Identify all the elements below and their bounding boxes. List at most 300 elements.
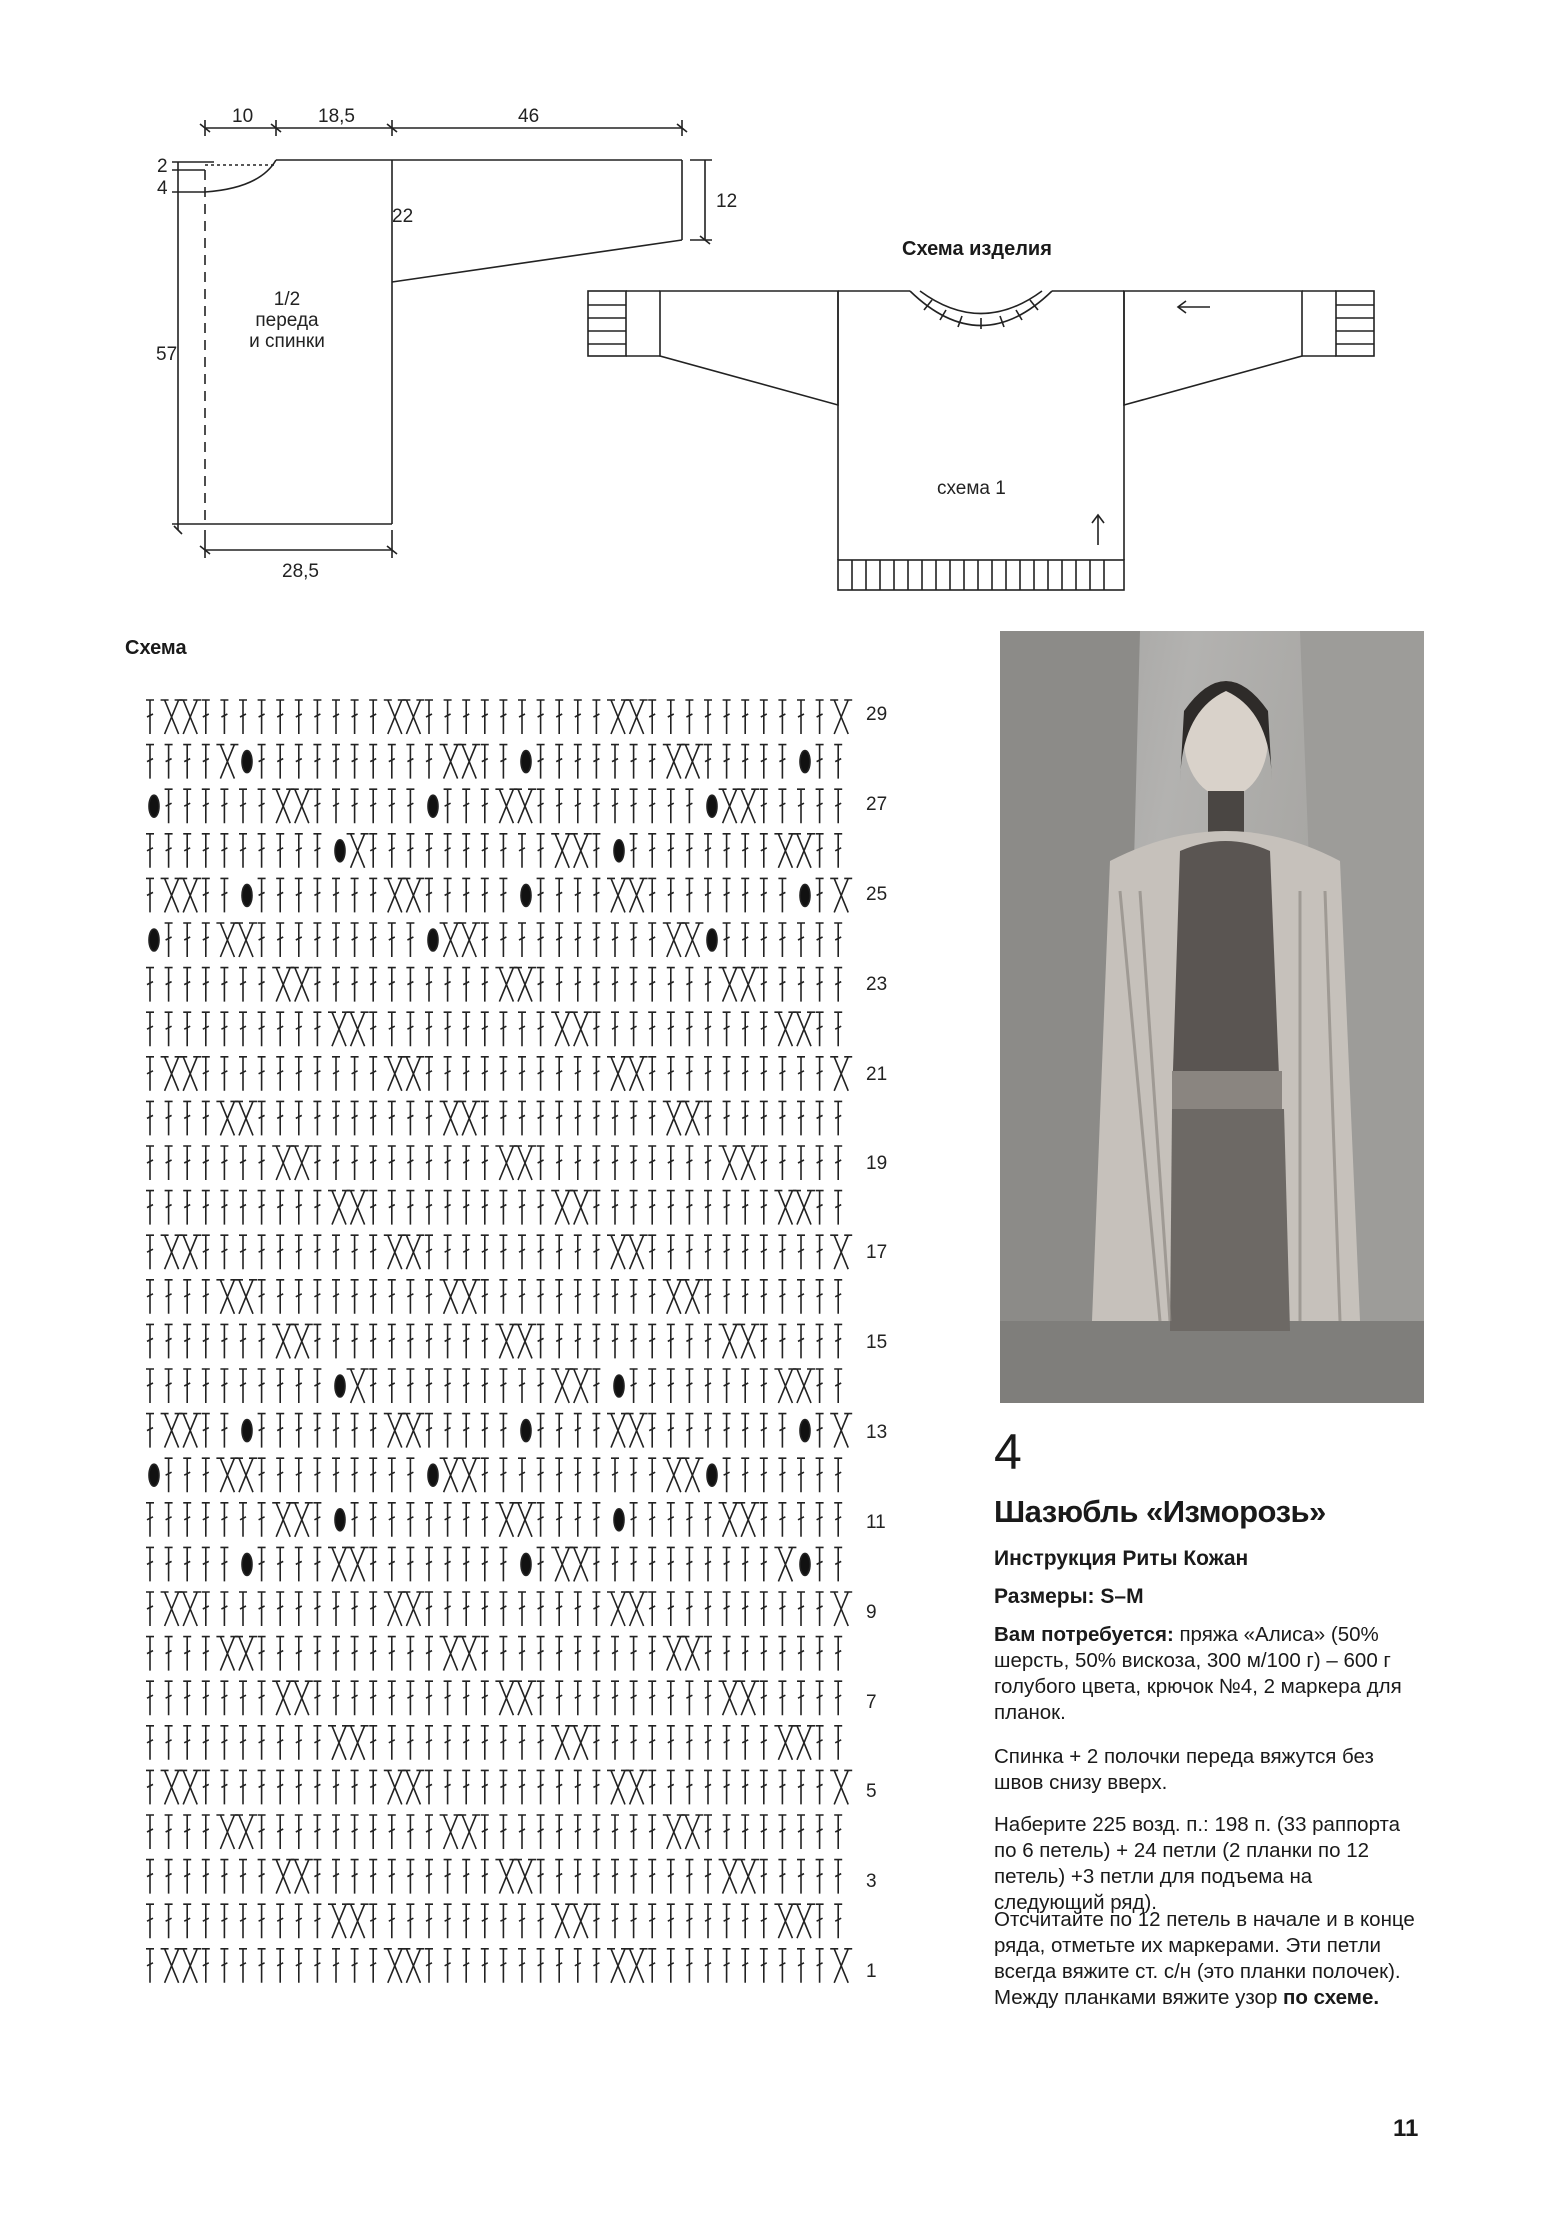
chart-stitch — [239, 1592, 247, 1626]
chart-stitch — [555, 1860, 563, 1894]
chart-stitch — [592, 1458, 600, 1492]
chart-stitch — [481, 1547, 489, 1581]
chart-stitch — [239, 1012, 247, 1046]
chart-chain-mark — [614, 1509, 624, 1531]
chart-stitch — [165, 968, 173, 1002]
chart-stitch — [499, 1949, 507, 1983]
chart-stitch — [611, 1681, 619, 1715]
chart-stitch — [723, 1770, 731, 1804]
chart-cross-stitch — [774, 1191, 796, 1225]
chart-stitch — [555, 1592, 563, 1626]
chart-row — [146, 1369, 842, 1403]
chart-stitch — [630, 745, 638, 779]
chart-stitch — [834, 1547, 842, 1581]
chart-stitch — [816, 1012, 824, 1046]
chart-stitch — [313, 1324, 321, 1358]
chart-stitch — [369, 1770, 377, 1804]
chart-cross-stitch — [440, 923, 462, 957]
chart-cross-stitch — [514, 1324, 536, 1358]
chart-stitch — [425, 1770, 433, 1804]
chart-stitch — [313, 1146, 321, 1180]
chart-stitch — [574, 878, 582, 912]
chart-chain-mark — [149, 1464, 159, 1486]
chart-stitch — [369, 745, 377, 779]
chart-stitch — [313, 1191, 321, 1225]
chart-stitch — [797, 1815, 805, 1849]
chart-stitch — [351, 1324, 359, 1358]
chart-stitch — [276, 700, 284, 734]
chart-stitch — [704, 1904, 712, 1938]
chart-stitch — [239, 1324, 247, 1358]
chart-stitch — [834, 1146, 842, 1180]
chart-row — [146, 1414, 852, 1448]
chart-stitch — [462, 1324, 470, 1358]
chart-stitch — [481, 1726, 489, 1760]
row-number-23: 23 — [866, 974, 888, 995]
chart-stitch — [369, 1369, 377, 1403]
chart-stitch — [704, 1369, 712, 1403]
chart-stitch — [574, 1280, 582, 1314]
chart-stitch — [723, 1949, 731, 1983]
chart-stitch — [685, 1949, 693, 1983]
chart-stitch — [481, 878, 489, 912]
chart-stitch — [258, 1369, 266, 1403]
chart-stitch — [648, 1503, 656, 1537]
chart-stitch — [537, 923, 545, 957]
chart-stitch — [444, 1904, 452, 1938]
chart-stitch — [816, 1280, 824, 1314]
chart-stitch — [723, 700, 731, 734]
chart-stitch — [704, 1057, 712, 1091]
chart-stitch — [574, 1770, 582, 1804]
chart-stitch — [537, 1369, 545, 1403]
chart-stitch — [555, 923, 563, 957]
chart-chain-mark — [521, 751, 531, 773]
chart-stitch — [518, 1057, 526, 1091]
chart-chain-mark — [149, 929, 159, 951]
chart-stitch — [741, 1547, 749, 1581]
chart-stitch — [146, 1101, 154, 1135]
row-number-7: 7 — [866, 1692, 877, 1713]
chart-stitch — [481, 1191, 489, 1225]
chart-stitch — [165, 1012, 173, 1046]
chart-stitch — [239, 1057, 247, 1091]
chart-stitch — [611, 789, 619, 823]
chart-stitch — [741, 1235, 749, 1269]
chart-stitch — [220, 1324, 228, 1358]
chart-stitch — [165, 1726, 173, 1760]
chart-stitch — [741, 745, 749, 779]
chart-stitch — [462, 1726, 470, 1760]
chart-stitch — [555, 1101, 563, 1135]
chart-stitch — [444, 789, 452, 823]
chart-stitch — [816, 1815, 824, 1849]
chart-stitch — [778, 1681, 786, 1715]
chart-cross-stitch — [830, 1770, 852, 1804]
chart-stitch — [276, 1101, 284, 1135]
chart-stitch — [481, 834, 489, 868]
chart-stitch — [146, 1949, 154, 1983]
chart-stitch — [406, 745, 414, 779]
chart-stitch — [778, 789, 786, 823]
dim-28-5: 28,5 — [282, 561, 319, 582]
chart-cross-stitch — [328, 1547, 350, 1581]
chart-stitch — [518, 1191, 526, 1225]
chart-cross-stitch — [607, 878, 629, 912]
chart-stitch — [425, 1235, 433, 1269]
chart-stitch — [816, 1547, 824, 1581]
chart-cross-stitch — [179, 1770, 201, 1804]
chart-stitch — [406, 1458, 414, 1492]
chart-stitch — [481, 1101, 489, 1135]
chart-stitch — [704, 700, 712, 734]
chart-cross-stitch — [402, 1949, 424, 1983]
chart-stitch — [592, 834, 600, 868]
chart-stitch — [462, 1146, 470, 1180]
chart-cross-stitch — [514, 1503, 536, 1537]
chart-stitch — [276, 1592, 284, 1626]
chart-stitch — [630, 1547, 638, 1581]
chart-cross-stitch — [793, 834, 815, 868]
chart-stitch — [444, 834, 452, 868]
chart-stitch — [295, 1726, 303, 1760]
chart-stitch — [202, 923, 210, 957]
chart-stitch — [723, 1101, 731, 1135]
chart-stitch — [760, 1904, 768, 1938]
chart-stitch — [499, 745, 507, 779]
chart-stitch — [667, 1547, 675, 1581]
chart-stitch — [499, 1057, 507, 1091]
chart-stitch — [202, 1235, 210, 1269]
chart-stitch — [369, 1191, 377, 1225]
chart-stitch — [258, 1012, 266, 1046]
chart-stitch — [313, 878, 321, 912]
chart-stitch — [648, 745, 656, 779]
chart-stitch — [183, 834, 191, 868]
chart-stitch — [499, 834, 507, 868]
chart-cross-stitch — [272, 789, 294, 823]
chart-stitch — [165, 1503, 173, 1537]
chart-stitch — [239, 1681, 247, 1715]
chart-stitch — [332, 1414, 340, 1448]
chart-stitch — [723, 1815, 731, 1849]
chart-stitch — [592, 1191, 600, 1225]
chart-stitch — [537, 1681, 545, 1715]
chart-row — [146, 1860, 842, 1894]
chart-stitch — [704, 1949, 712, 1983]
chart-stitch — [425, 1146, 433, 1180]
chart-stitch — [276, 745, 284, 779]
chart-stitch — [760, 923, 768, 957]
chart-stitch — [648, 968, 656, 1002]
chart-stitch — [741, 1815, 749, 1849]
chart-stitch — [388, 1324, 396, 1358]
chart-stitch — [518, 700, 526, 734]
chart-cross-stitch — [719, 789, 741, 823]
chart-stitch — [425, 1547, 433, 1581]
chart-chain-mark — [242, 1420, 252, 1442]
chart-cross-stitch — [681, 1637, 703, 1671]
chart-cross-stitch — [458, 923, 480, 957]
chart-stitch — [537, 1414, 545, 1448]
chart-stitch — [295, 1904, 303, 1938]
chart-cross-stitch — [774, 1547, 796, 1581]
chart-stitch — [388, 834, 396, 868]
chart-stitch — [202, 1904, 210, 1938]
chart-stitch — [351, 1280, 359, 1314]
chart-stitch — [295, 1458, 303, 1492]
chart-stitch — [165, 1860, 173, 1894]
chart-cross-stitch — [179, 1235, 201, 1269]
chart-stitch — [406, 968, 414, 1002]
chart-stitch — [723, 1191, 731, 1225]
chart-stitch — [537, 834, 545, 868]
chart-stitch — [741, 1414, 749, 1448]
chart-stitch — [388, 745, 396, 779]
chart-stitch — [313, 1057, 321, 1091]
chart-cross-stitch — [291, 1146, 313, 1180]
chart-chain-mark — [800, 1420, 810, 1442]
chart-stitch — [258, 1503, 266, 1537]
chart-stitch — [276, 1949, 284, 1983]
chart-cross-stitch — [440, 1280, 462, 1314]
chart-cross-stitch — [402, 700, 424, 734]
chart-stitch — [741, 1280, 749, 1314]
chart-stitch — [499, 1235, 507, 1269]
chart-stitch — [313, 1681, 321, 1715]
chart-cross-stitch — [663, 1458, 685, 1492]
chart-stitch — [592, 1547, 600, 1581]
chart-stitch — [667, 1860, 675, 1894]
chart-stitch — [425, 1815, 433, 1849]
chart-stitch — [685, 1503, 693, 1537]
chart-stitch — [630, 923, 638, 957]
chart-stitch — [648, 1191, 656, 1225]
chart-stitch — [574, 1815, 582, 1849]
chart-stitch — [499, 1637, 507, 1671]
chart-stitch — [165, 1101, 173, 1135]
chart-stitch — [630, 834, 638, 868]
chart-stitch — [332, 1949, 340, 1983]
chart-stitch — [332, 1235, 340, 1269]
chart-stitch — [332, 923, 340, 957]
chart-stitch — [183, 923, 191, 957]
chart-stitch — [778, 878, 786, 912]
chart-stitch — [462, 1681, 470, 1715]
chart-stitch — [481, 1592, 489, 1626]
chart-stitch — [369, 1815, 377, 1849]
chart-stitch — [834, 1101, 842, 1135]
chart-stitch — [313, 1770, 321, 1804]
chart-stitch — [313, 1280, 321, 1314]
chart-stitch — [537, 700, 545, 734]
chart-stitch — [388, 1681, 396, 1715]
chart-stitch — [332, 1592, 340, 1626]
chart-stitch — [220, 1547, 228, 1581]
chart-stitch — [760, 1324, 768, 1358]
chart-stitch — [555, 1414, 563, 1448]
sweater-outline — [580, 270, 1380, 600]
chart-stitch — [369, 1324, 377, 1358]
row-number-21: 21 — [866, 1064, 888, 1085]
chart-stitch — [816, 834, 824, 868]
chart-stitch — [741, 923, 749, 957]
chart-stitch — [797, 1324, 805, 1358]
chart-cross-stitch — [495, 1681, 517, 1715]
chart-stitch — [295, 923, 303, 957]
chart-title: Схема — [125, 637, 187, 659]
chart-stitch — [574, 1101, 582, 1135]
chart-stitch — [165, 1369, 173, 1403]
chart-stitch — [276, 1280, 284, 1314]
chart-stitch — [369, 1458, 377, 1492]
row-number-29: 29 — [866, 704, 888, 725]
chart-chain-mark — [521, 1420, 531, 1442]
chart-stitch — [592, 1681, 600, 1715]
chart-stitch — [220, 1503, 228, 1537]
chart-stitch — [425, 968, 433, 1002]
chart-cross-stitch — [514, 789, 536, 823]
chart-stitch — [351, 789, 359, 823]
chart-stitch — [295, 1592, 303, 1626]
chart-cross-stitch — [495, 968, 517, 1002]
chart-stitch — [760, 1770, 768, 1804]
chart-stitch — [462, 968, 470, 1002]
chart-cross-stitch — [402, 1235, 424, 1269]
chart-stitch — [816, 1191, 824, 1225]
chart-stitch — [537, 1726, 545, 1760]
chart-stitch — [351, 1414, 359, 1448]
chart-stitch — [369, 789, 377, 823]
chart-stitch — [630, 1280, 638, 1314]
chart-cross-stitch — [495, 1860, 517, 1894]
chart-stitch — [723, 1057, 731, 1091]
chart-stitch — [537, 1860, 545, 1894]
chart-stitch — [481, 1904, 489, 1938]
chart-stitch — [462, 789, 470, 823]
chart-cross-stitch — [681, 1280, 703, 1314]
chart-stitch — [723, 1726, 731, 1760]
chart-stitch — [425, 1369, 433, 1403]
model-photo — [1000, 631, 1424, 1403]
chart-stitch — [592, 968, 600, 1002]
chart-stitch — [369, 1726, 377, 1760]
chart-stitch — [704, 1681, 712, 1715]
chart-stitch — [760, 1547, 768, 1581]
chart-stitch — [741, 1726, 749, 1760]
chart-cross-stitch — [570, 1191, 592, 1225]
chart-cross-stitch — [607, 1235, 629, 1269]
chart-stitch — [202, 1681, 210, 1715]
chart-stitch — [704, 1815, 712, 1849]
chart-stitch — [425, 1681, 433, 1715]
chart-stitch — [648, 1681, 656, 1715]
chart-cross-stitch — [514, 1681, 536, 1715]
chart-stitch — [611, 1860, 619, 1894]
chart-cross-stitch — [347, 1191, 369, 1225]
chart-stitch — [778, 1503, 786, 1537]
dim-12: 12 — [716, 191, 738, 212]
chart-cross-stitch — [235, 1815, 257, 1849]
chart-stitch — [816, 1860, 824, 1894]
chart-stitch — [592, 1146, 600, 1180]
chart-stitch — [741, 1637, 749, 1671]
chart-stitch — [667, 1949, 675, 1983]
chart-cross-stitch — [216, 1637, 238, 1671]
chart-stitch — [648, 923, 656, 957]
chart-chain-mark — [614, 1375, 624, 1397]
chart-stitch — [630, 1904, 638, 1938]
chart-stitch — [797, 1280, 805, 1314]
chart-stitch — [481, 1012, 489, 1046]
chart-stitch — [611, 1904, 619, 1938]
chart-stitch — [406, 1280, 414, 1314]
chart-stitch — [630, 1324, 638, 1358]
chart-stitch — [667, 1012, 675, 1046]
chart-cross-stitch — [626, 1414, 648, 1448]
chart-stitch — [704, 1770, 712, 1804]
chart-stitch — [258, 700, 266, 734]
chart-stitch — [202, 1860, 210, 1894]
chart-stitch — [313, 1414, 321, 1448]
chart-cross-stitch — [384, 878, 406, 912]
chart-stitch — [499, 1904, 507, 1938]
chart-stitch — [406, 1637, 414, 1671]
chart-stitch — [816, 1726, 824, 1760]
chart-stitch — [704, 878, 712, 912]
chart-chain-mark — [335, 1509, 345, 1531]
chart-stitch — [183, 1726, 191, 1760]
chart-stitch — [704, 1324, 712, 1358]
chart-stitch — [146, 1681, 154, 1715]
chart-stitch — [816, 789, 824, 823]
chart-stitch — [537, 1770, 545, 1804]
garment-scheme — [580, 270, 1380, 600]
chart-stitch — [369, 1503, 377, 1537]
chart-stitch — [146, 1726, 154, 1760]
chart-row — [146, 1637, 842, 1671]
chart-stitch — [685, 1414, 693, 1448]
chart-stitch — [741, 700, 749, 734]
hem-ribbing — [852, 560, 1104, 590]
chart-stitch — [667, 1904, 675, 1938]
chart-stitch — [369, 1637, 377, 1671]
chart-stitch — [648, 1012, 656, 1046]
chart-stitch — [778, 700, 786, 734]
chart-stitch — [202, 1191, 210, 1225]
chart-chain-mark — [149, 795, 159, 817]
chart-stitch — [499, 700, 507, 734]
chart-stitch — [592, 1770, 600, 1804]
chart-stitch — [760, 1681, 768, 1715]
chart-stitch — [202, 1414, 210, 1448]
chart-cross-stitch — [551, 834, 573, 868]
chart-stitch — [276, 1057, 284, 1091]
chart-stitch — [555, 700, 563, 734]
chart-cross-stitch — [161, 1949, 183, 1983]
chart-stitch — [444, 1949, 452, 1983]
chart-stitch — [630, 1458, 638, 1492]
chart-stitch — [462, 1057, 470, 1091]
chart-stitch — [778, 1101, 786, 1135]
chart-stitch — [555, 1681, 563, 1715]
chart-stitch — [313, 834, 321, 868]
chart-stitch — [165, 1815, 173, 1849]
chart-cross-stitch — [161, 1057, 183, 1091]
chart-stitch — [295, 834, 303, 868]
chart-stitch — [537, 878, 545, 912]
chart-stitch — [165, 1146, 173, 1180]
